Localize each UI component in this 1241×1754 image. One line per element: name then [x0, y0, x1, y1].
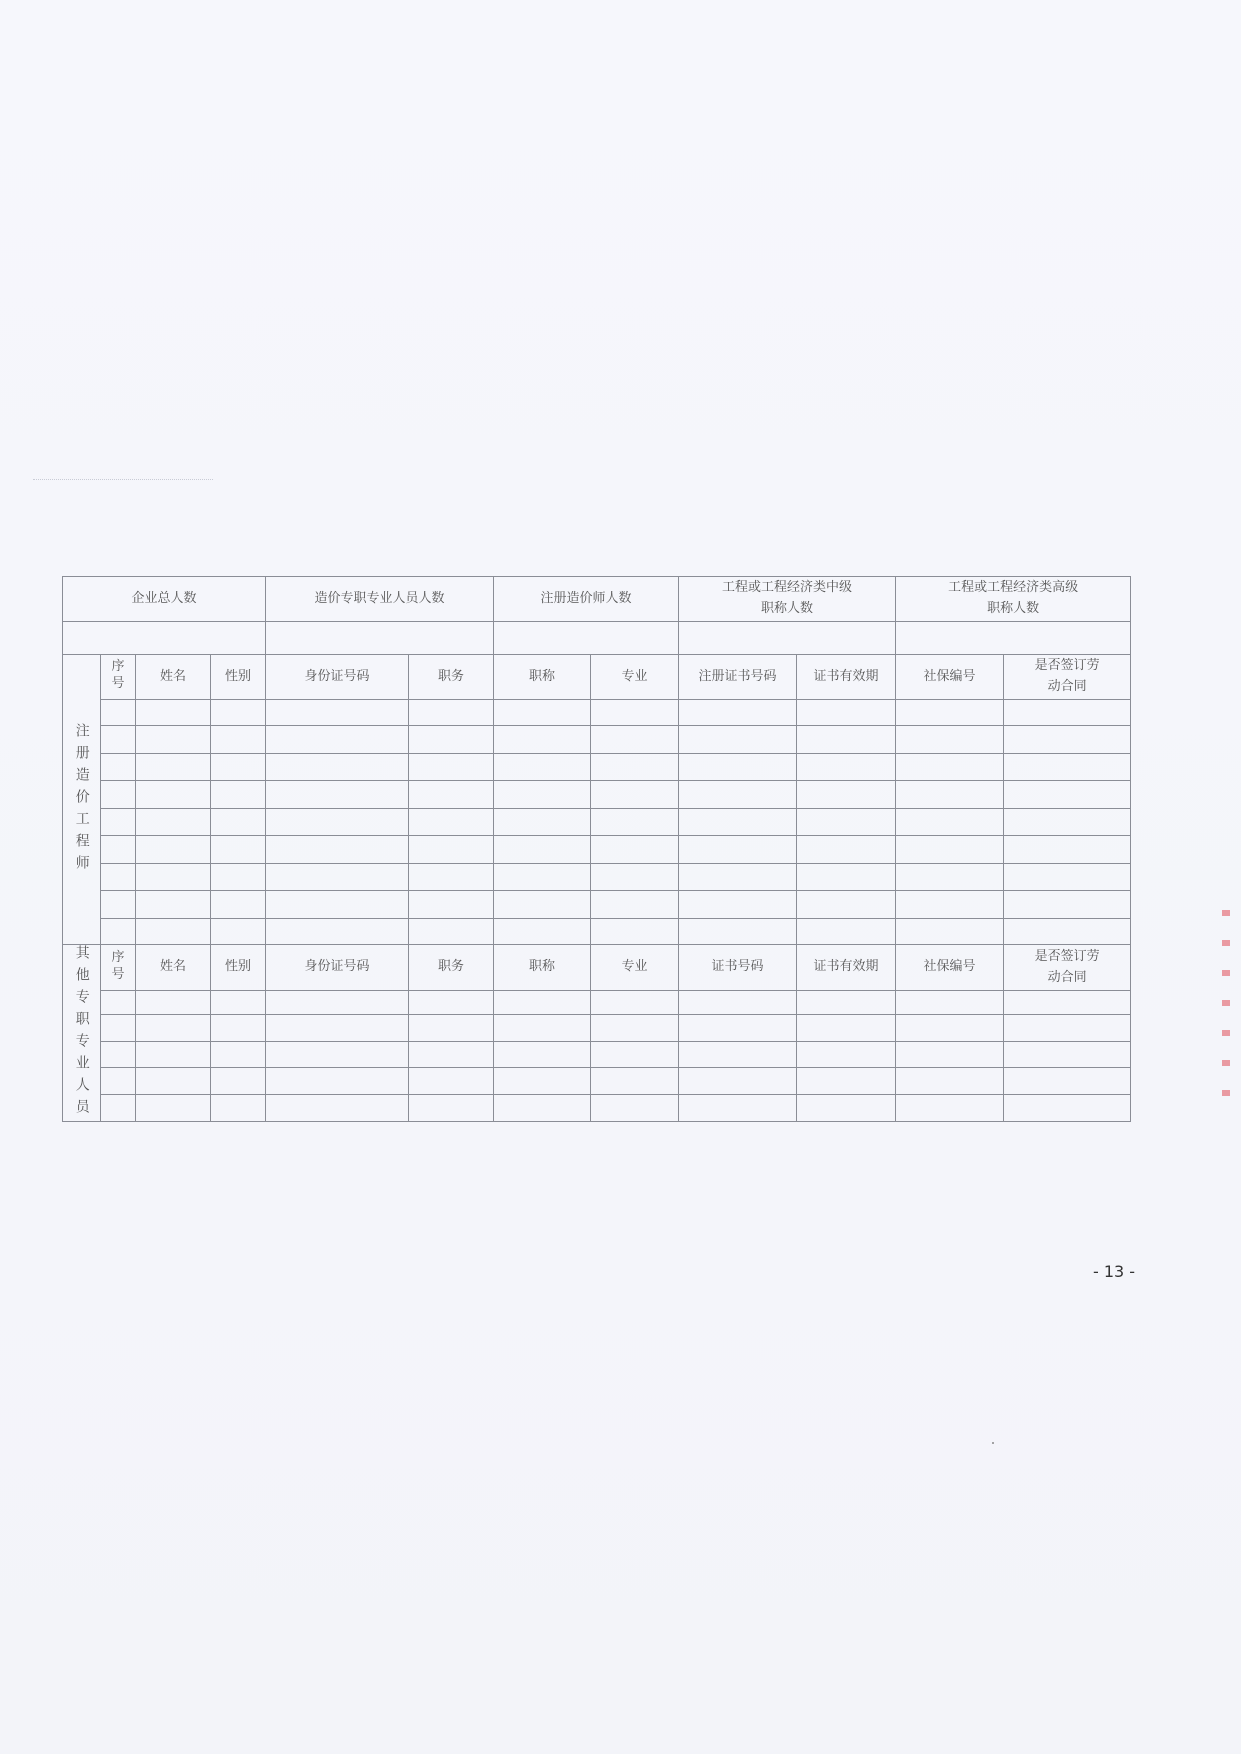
table-row [63, 781, 1131, 809]
col-name: 姓名 [136, 945, 211, 991]
value-total-staff[interactable] [63, 622, 266, 655]
header-mid-title: 工程或工程经济类中级职称人数 [679, 577, 896, 622]
header-cost-staff: 造价专职专业人员人数 [266, 577, 494, 622]
table-row [63, 726, 1131, 754]
col-seq: 序号 [101, 945, 136, 991]
table-row [63, 700, 1131, 726]
summary-value-row [63, 622, 1131, 655]
col-position: 职务 [409, 655, 494, 700]
col-major: 专业 [591, 945, 679, 991]
table-row [63, 836, 1131, 864]
value-registered-engineers[interactable] [494, 622, 679, 655]
col-cert-number: 证书号码 [679, 945, 797, 991]
table-row [63, 891, 1131, 919]
table-row [63, 864, 1131, 891]
col-seq: 序号 [101, 655, 136, 700]
header-registered-engineers: 注册造价师人数 [494, 577, 679, 622]
header-senior-title: 工程或工程经济类高级职称人数 [896, 577, 1131, 622]
table-row [63, 1014, 1131, 1041]
col-title: 职称 [494, 945, 591, 991]
value-mid-title[interactable] [679, 622, 896, 655]
other-section-label: 其他专职专业人员 [73, 945, 90, 1121]
col-gender: 性别 [211, 655, 266, 700]
col-title: 职称 [494, 655, 591, 700]
registered-section-label: 注册造价工程师 [73, 722, 90, 877]
col-cert-validity: 证书有效期 [797, 945, 896, 991]
col-id-number: 身份证号码 [266, 945, 409, 991]
registered-section-label-cell [63, 655, 101, 945]
col-social-security: 社保编号 [896, 655, 1004, 700]
table-row [63, 1041, 1131, 1068]
value-cost-staff[interactable] [266, 622, 494, 655]
summary-header-row [63, 577, 1131, 622]
table-row [63, 1095, 1131, 1122]
table-row [63, 754, 1131, 781]
table-row [63, 809, 1131, 836]
col-cert-validity: 证书有效期 [797, 655, 896, 700]
scan-speck [992, 1442, 994, 1444]
seal-edge-mark [1222, 910, 1230, 1110]
col-labor-contract: 是否签订劳动合同 [1004, 655, 1131, 700]
col-reg-cert-number: 注册证书号码 [679, 655, 797, 700]
other-columns-row [63, 945, 1131, 991]
page-number: - 13 - [1093, 1262, 1136, 1281]
table-row [63, 1068, 1131, 1095]
col-gender: 性别 [211, 945, 266, 991]
table-row [63, 991, 1131, 1015]
registered-columns-row [63, 655, 1131, 700]
other-section-label-cell [63, 945, 101, 1122]
col-id-number: 身份证号码 [266, 655, 409, 700]
value-senior-title[interactable] [896, 622, 1131, 655]
col-social-security: 社保编号 [896, 945, 1004, 991]
col-name: 姓名 [136, 655, 211, 700]
col-major: 专业 [591, 655, 679, 700]
col-position: 职务 [409, 945, 494, 991]
table-row [63, 919, 1131, 945]
staff-form-table [62, 576, 1131, 1122]
header-total-staff: 企业总人数 [63, 577, 266, 622]
faint-rule [33, 479, 213, 480]
col-labor-contract: 是否签订劳动合同 [1004, 945, 1131, 991]
